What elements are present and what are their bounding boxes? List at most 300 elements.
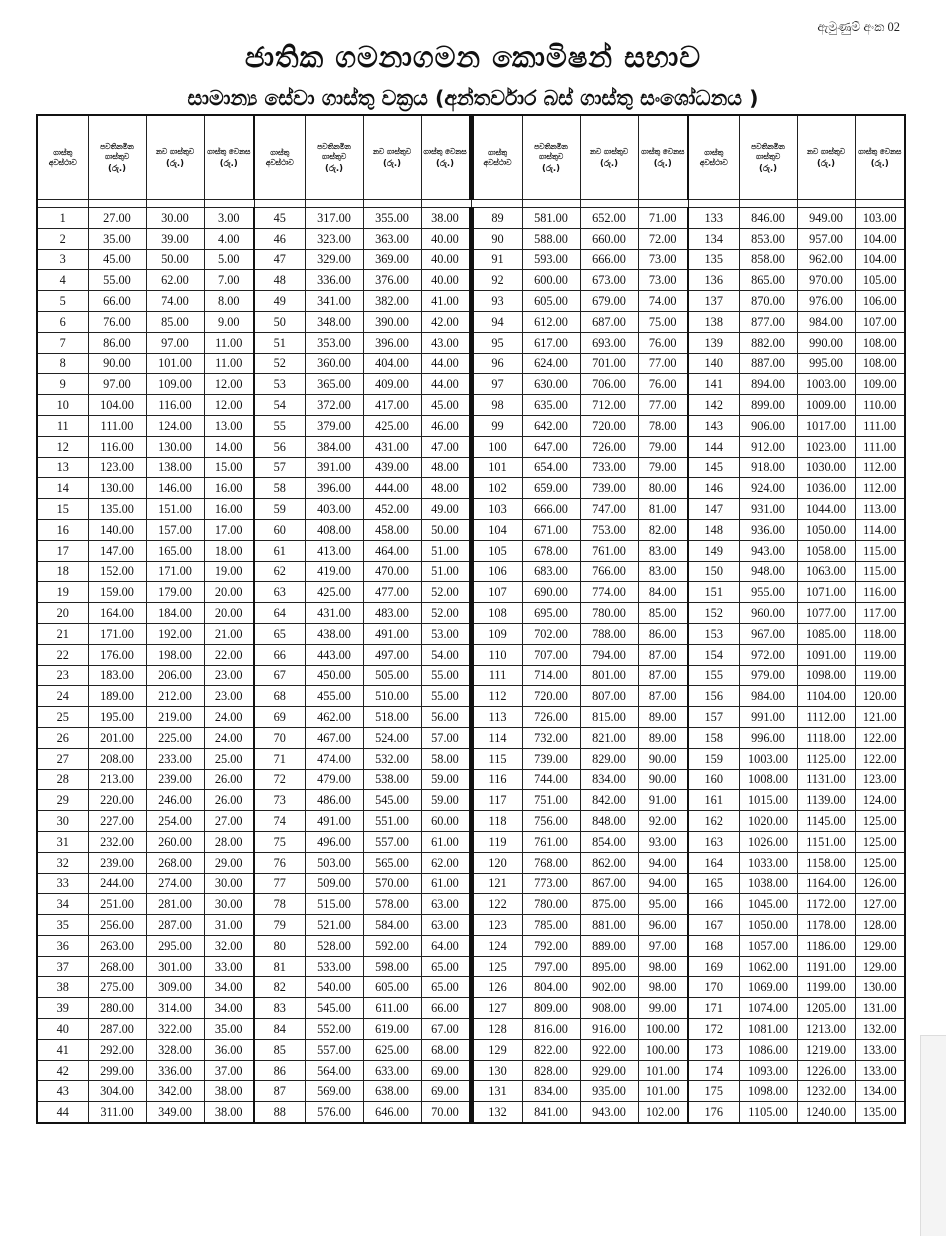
fare-difference-cell: 66.00	[421, 998, 471, 1019]
stage-cell: 131	[471, 1081, 522, 1102]
existing-fare-cell: 877.00	[739, 311, 797, 332]
stage-cell: 66	[254, 644, 305, 665]
spacer-cell	[305, 200, 363, 208]
new-fare-cell: 138.00	[146, 457, 204, 478]
existing-fare-cell: 256.00	[88, 915, 146, 936]
table-row	[37, 436, 905, 457]
spacer-cell	[421, 200, 471, 208]
new-fare-cell: 1226.00	[797, 1060, 855, 1081]
new-fare-cell: 592.00	[363, 935, 421, 956]
existing-fare-cell: 45.00	[88, 249, 146, 270]
existing-fare-cell: 509.00	[305, 873, 363, 894]
stage-cell: 57	[254, 457, 305, 478]
fare-difference-cell: 63.00	[421, 915, 471, 936]
new-fare-cell: 268.00	[146, 852, 204, 873]
new-fare-cell: 1186.00	[797, 935, 855, 956]
new-fare-cell: 246.00	[146, 790, 204, 811]
fare-difference-cell: 23.00	[204, 665, 254, 686]
fare-difference-cell: 115.00	[855, 561, 905, 582]
new-fare-cell: 712.00	[580, 395, 638, 416]
new-fare-cell: 673.00	[580, 270, 638, 291]
new-fare-cell: 396.00	[363, 332, 421, 353]
existing-fare-cell: 1057.00	[739, 935, 797, 956]
new-fare-cell: 753.00	[580, 519, 638, 540]
stage-cell: 26	[37, 727, 88, 748]
existing-fare-cell: 683.00	[522, 561, 580, 582]
new-fare-cell: 1098.00	[797, 665, 855, 686]
existing-fare-cell: 227.00	[88, 811, 146, 832]
existing-fare-cell: 557.00	[305, 1039, 363, 1060]
stage-cell: 87	[254, 1081, 305, 1102]
fare-difference-cell: 129.00	[855, 935, 905, 956]
new-fare-cell: 829.00	[580, 748, 638, 769]
new-fare-cell: 192.00	[146, 623, 204, 644]
fare-difference-cell: 20.00	[204, 582, 254, 603]
fare-difference-cell: 97.00	[638, 935, 688, 956]
fare-difference-cell: 83.00	[638, 561, 688, 582]
existing-fare-cell: 97.00	[88, 374, 146, 395]
table-row	[37, 686, 905, 707]
fare-difference-cell: 38.00	[421, 208, 471, 229]
stage-cell: 113	[471, 707, 522, 728]
new-fare-cell: 464.00	[363, 540, 421, 561]
new-fare-cell: 889.00	[580, 935, 638, 956]
header-label: ගාස්තු වෙනස	[207, 146, 251, 156]
stage-cell: 176	[688, 1102, 739, 1123]
fare-difference-cell: 69.00	[421, 1060, 471, 1081]
fare-difference-cell: 93.00	[638, 831, 688, 852]
new-fare-cell: 660.00	[580, 228, 638, 249]
existing-fare-cell: 348.00	[305, 311, 363, 332]
stage-cell: 15	[37, 499, 88, 520]
existing-fare-cell: 834.00	[522, 1081, 580, 1102]
stage-cell: 69	[254, 707, 305, 728]
stage-cell: 126	[471, 977, 522, 998]
stage-cell: 28	[37, 769, 88, 790]
stage-cell: 24	[37, 686, 88, 707]
spacer-cell	[88, 200, 146, 208]
existing-fare-cell: 76.00	[88, 311, 146, 332]
stage-cell: 84	[254, 1019, 305, 1040]
fare-difference-cell: 42.00	[421, 311, 471, 332]
new-fare-cell: 551.00	[363, 811, 421, 832]
existing-fare-cell: 630.00	[522, 374, 580, 395]
fare-difference-cell: 100.00	[638, 1019, 688, 1040]
new-fare-cell: 922.00	[580, 1039, 638, 1060]
fare-difference-cell: 100.00	[638, 1039, 688, 1060]
fare-difference-cell: 60.00	[421, 811, 471, 832]
stage-cell: 1	[37, 208, 88, 229]
new-fare-cell: 565.00	[363, 852, 421, 873]
stage-cell: 11	[37, 415, 88, 436]
new-fare-cell: 788.00	[580, 623, 638, 644]
table-row	[37, 603, 905, 624]
new-fare-cell: 497.00	[363, 644, 421, 665]
stage-cell: 90	[471, 228, 522, 249]
fare-difference-cell: 74.00	[638, 291, 688, 312]
table-row	[37, 1039, 905, 1060]
stage-cell: 72	[254, 769, 305, 790]
new-fare-header	[580, 115, 638, 200]
stage-cell: 36	[37, 935, 88, 956]
existing-fare-cell: 35.00	[88, 228, 146, 249]
stage-cell: 158	[688, 727, 739, 748]
existing-fare-cell: 924.00	[739, 478, 797, 499]
new-fare-cell: 151.00	[146, 499, 204, 520]
stage-cell: 58	[254, 478, 305, 499]
new-fare-cell: 165.00	[146, 540, 204, 561]
existing-fare-cell: 135.00	[88, 499, 146, 520]
fare-difference-cell: 122.00	[855, 727, 905, 748]
fare-difference-cell: 123.00	[855, 769, 905, 790]
stage-cell: 77	[254, 873, 305, 894]
stage-cell: 22	[37, 644, 88, 665]
fare-difference-cell: 24.00	[204, 727, 254, 748]
existing-fare-cell: 239.00	[88, 852, 146, 873]
stage-cell: 73	[254, 790, 305, 811]
stage-header	[471, 115, 522, 200]
existing-fare-cell: 943.00	[739, 540, 797, 561]
stage-cell: 106	[471, 561, 522, 582]
stage-cell: 117	[471, 790, 522, 811]
new-fare-cell: 794.00	[580, 644, 638, 665]
fare-difference-cell: 59.00	[421, 769, 471, 790]
existing-fare-cell: 287.00	[88, 1019, 146, 1040]
existing-fare-cell: 1020.00	[739, 811, 797, 832]
fare-difference-cell: 87.00	[638, 665, 688, 686]
stage-cell: 100	[471, 436, 522, 457]
stage-cell: 50	[254, 311, 305, 332]
stage-cell: 12	[37, 436, 88, 457]
stage-cell: 14	[37, 478, 88, 499]
header-unit: (රු.)	[324, 163, 344, 174]
stage-cell: 140	[688, 353, 739, 374]
new-fare-cell: 382.00	[363, 291, 421, 312]
spacer-cell	[522, 200, 580, 208]
new-fare-cell: 976.00	[797, 291, 855, 312]
new-fare-cell: 1077.00	[797, 603, 855, 624]
stage-cell: 81	[254, 956, 305, 977]
stage-cell: 23	[37, 665, 88, 686]
stage-cell: 89	[471, 208, 522, 229]
existing-fare-cell: 419.00	[305, 561, 363, 582]
existing-fare-cell: 797.00	[522, 956, 580, 977]
new-fare-cell: 376.00	[363, 270, 421, 291]
table-row	[37, 894, 905, 915]
stage-cell: 18	[37, 561, 88, 582]
fare-difference-cell: 81.00	[638, 499, 688, 520]
new-fare-cell: 875.00	[580, 894, 638, 915]
page-title: ජාතික ගමනාගමන කොමිෂන් සභාව	[244, 40, 702, 74]
existing-fare-cell: 336.00	[305, 270, 363, 291]
table-row	[37, 977, 905, 998]
existing-fare-cell: 438.00	[305, 623, 363, 644]
new-fare-cell: 848.00	[580, 811, 638, 832]
header-label: ගාස්තු වෙනස	[858, 146, 902, 156]
new-fare-cell: 570.00	[363, 873, 421, 894]
table-row	[37, 208, 905, 229]
new-fare-cell: 1112.00	[797, 707, 855, 728]
stage-cell: 144	[688, 436, 739, 457]
new-fare-cell: 30.00	[146, 208, 204, 229]
new-fare-cell: 85.00	[146, 311, 204, 332]
existing-fare-cell: 251.00	[88, 894, 146, 915]
annex-number-label: ඇමුණුම් අංක 02	[817, 20, 900, 34]
existing-fare-cell: 918.00	[739, 457, 797, 478]
existing-fare-cell: 967.00	[739, 623, 797, 644]
existing-fare-cell: 1074.00	[739, 998, 797, 1019]
fare-difference-cell: 13.00	[204, 415, 254, 436]
stage-cell: 115	[471, 748, 522, 769]
spacer-cell	[146, 200, 204, 208]
fare-difference-cell: 48.00	[421, 478, 471, 499]
stage-cell: 49	[254, 291, 305, 312]
stage-cell: 174	[688, 1060, 739, 1081]
existing-fare-cell: 299.00	[88, 1060, 146, 1081]
header-unit: (රු.)	[653, 158, 672, 169]
stage-cell: 41	[37, 1039, 88, 1060]
existing-fare-cell: 1086.00	[739, 1039, 797, 1060]
existing-fare-header	[522, 115, 580, 200]
existing-fare-cell: 948.00	[739, 561, 797, 582]
table-row	[37, 623, 905, 644]
fare-difference-cell: 104.00	[855, 249, 905, 270]
stage-cell: 60	[254, 519, 305, 540]
existing-fare-cell: 1105.00	[739, 1102, 797, 1123]
stage-cell: 33	[37, 873, 88, 894]
new-fare-cell: 1030.00	[797, 457, 855, 478]
existing-fare-cell: 545.00	[305, 998, 363, 1019]
new-fare-cell: 1058.00	[797, 540, 855, 561]
new-fare-cell: 458.00	[363, 519, 421, 540]
new-fare-cell: 902.00	[580, 977, 638, 998]
new-fare-cell: 314.00	[146, 998, 204, 1019]
stage-cell: 55	[254, 415, 305, 436]
table-row	[37, 1019, 905, 1040]
header-label: පවතිනමින ගාස්තුව	[317, 141, 351, 161]
fare-difference-cell: 73.00	[638, 249, 688, 270]
existing-fare-cell: 90.00	[88, 353, 146, 374]
fare-difference-cell: 87.00	[638, 644, 688, 665]
existing-fare-cell: 972.00	[739, 644, 797, 665]
new-fare-cell: 116.00	[146, 395, 204, 416]
fare-table	[36, 114, 906, 1124]
fare-difference-cell: 54.00	[421, 644, 471, 665]
new-fare-cell: 990.00	[797, 332, 855, 353]
fare-difference-cell: 21.00	[204, 623, 254, 644]
new-fare-cell: 101.00	[146, 353, 204, 374]
existing-fare-cell: 654.00	[522, 457, 580, 478]
stage-cell: 152	[688, 603, 739, 624]
fare-difference-cell: 50.00	[421, 519, 471, 540]
header-unit: (රු.)	[107, 163, 127, 174]
fare-difference-cell: 43.00	[421, 332, 471, 353]
fare-difference-cell: 101.00	[638, 1081, 688, 1102]
stage-cell: 161	[688, 790, 739, 811]
existing-fare-cell: 403.00	[305, 499, 363, 520]
new-fare-cell: 62.00	[146, 270, 204, 291]
table-row	[37, 748, 905, 769]
fare-difference-cell: 35.00	[204, 1019, 254, 1040]
existing-fare-cell: 462.00	[305, 707, 363, 728]
fare-table-container	[36, 114, 904, 1124]
existing-fare-cell: 792.00	[522, 935, 580, 956]
stage-cell: 108	[471, 603, 522, 624]
existing-fare-cell: 678.00	[522, 540, 580, 561]
fare-difference-cell: 104.00	[855, 228, 905, 249]
fare-difference-cell: 89.00	[638, 707, 688, 728]
new-fare-cell: 491.00	[363, 623, 421, 644]
fare-difference-cell: 71.00	[638, 208, 688, 229]
existing-fare-cell: 870.00	[739, 291, 797, 312]
stage-cell: 59	[254, 499, 305, 520]
new-fare-cell: 409.00	[363, 374, 421, 395]
new-fare-cell: 510.00	[363, 686, 421, 707]
fare-difference-cell: 40.00	[421, 270, 471, 291]
fare-difference-cell: 119.00	[855, 644, 905, 665]
existing-fare-cell: 491.00	[305, 811, 363, 832]
table-header-row	[37, 115, 905, 200]
fare-difference-cell: 119.00	[855, 665, 905, 686]
header-unit: (රු.)	[219, 158, 238, 169]
fare-difference-cell: 27.00	[204, 811, 254, 832]
fare-difference-cell: 69.00	[421, 1081, 471, 1102]
fare-difference-cell: 67.00	[421, 1019, 471, 1040]
table-row	[37, 831, 905, 852]
existing-fare-cell: 576.00	[305, 1102, 363, 1123]
stage-cell: 62	[254, 561, 305, 582]
fare-difference-cell: 30.00	[204, 894, 254, 915]
new-fare-cell: 1023.00	[797, 436, 855, 457]
existing-fare-cell: 1045.00	[739, 894, 797, 915]
new-fare-header	[797, 115, 855, 200]
header-label: ගාස්තු අවස්ථාව	[699, 147, 728, 167]
existing-fare-cell: 329.00	[305, 249, 363, 270]
existing-fare-cell: 353.00	[305, 332, 363, 353]
fare-difference-cell: 22.00	[204, 644, 254, 665]
existing-fare-cell: 111.00	[88, 415, 146, 436]
existing-fare-cell: 739.00	[522, 748, 580, 769]
existing-fare-cell: 659.00	[522, 478, 580, 499]
table-row	[37, 935, 905, 956]
stage-cell: 143	[688, 415, 739, 436]
new-fare-cell: 1091.00	[797, 644, 855, 665]
fare-difference-cell: 98.00	[638, 956, 688, 977]
stage-cell: 80	[254, 935, 305, 956]
new-fare-cell: 957.00	[797, 228, 855, 249]
fare-difference-cell: 38.00	[204, 1081, 254, 1102]
stage-cell: 110	[471, 644, 522, 665]
fare-difference-cell: 53.00	[421, 623, 471, 644]
stage-cell: 85	[254, 1039, 305, 1060]
new-fare-cell: 225.00	[146, 727, 204, 748]
table-row	[37, 353, 905, 374]
fare-difference-cell: 128.00	[855, 915, 905, 936]
new-fare-cell: 439.00	[363, 457, 421, 478]
stage-cell: 10	[37, 395, 88, 416]
stage-cell: 128	[471, 1019, 522, 1040]
existing-fare-cell: 707.00	[522, 644, 580, 665]
spacer-cell	[638, 200, 688, 208]
stage-cell: 4	[37, 270, 88, 291]
new-fare-cell: 124.00	[146, 415, 204, 436]
new-fare-cell: 1219.00	[797, 1039, 855, 1060]
table-row	[37, 644, 905, 665]
new-fare-cell: 854.00	[580, 831, 638, 852]
stage-cell: 21	[37, 623, 88, 644]
fare-difference-cell: 68.00	[421, 1039, 471, 1060]
existing-fare-cell: 809.00	[522, 998, 580, 1019]
stage-cell: 162	[688, 811, 739, 832]
existing-fare-cell: 714.00	[522, 665, 580, 686]
existing-fare-cell: 642.00	[522, 415, 580, 436]
existing-fare-cell: 455.00	[305, 686, 363, 707]
new-fare-cell: 881.00	[580, 915, 638, 936]
new-fare-cell: 739.00	[580, 478, 638, 499]
fare-difference-cell: 55.00	[421, 665, 471, 686]
fare-difference-header	[638, 115, 688, 200]
spacer-cell	[580, 200, 638, 208]
fare-difference-cell: 133.00	[855, 1039, 905, 1060]
scrollbar[interactable]	[920, 1035, 946, 1236]
existing-fare-cell: 979.00	[739, 665, 797, 686]
existing-fare-cell: 773.00	[522, 873, 580, 894]
new-fare-cell: 962.00	[797, 249, 855, 270]
existing-fare-cell: 936.00	[739, 519, 797, 540]
header-label: නව ගාස්තුව	[806, 146, 846, 156]
fare-difference-cell: 108.00	[855, 332, 905, 353]
new-fare-cell: 834.00	[580, 769, 638, 790]
table-row	[37, 457, 905, 478]
stage-cell: 27	[37, 748, 88, 769]
table-row	[37, 790, 905, 811]
existing-fare-cell: 86.00	[88, 332, 146, 353]
new-fare-cell: 206.00	[146, 665, 204, 686]
stage-cell: 71	[254, 748, 305, 769]
existing-fare-cell: 671.00	[522, 519, 580, 540]
stage-cell: 25	[37, 707, 88, 728]
fare-difference-cell: 33.00	[204, 956, 254, 977]
table-row	[37, 707, 905, 728]
fare-difference-cell: 24.00	[204, 707, 254, 728]
fare-difference-cell: 61.00	[421, 873, 471, 894]
stage-cell: 9	[37, 374, 88, 395]
existing-fare-cell: 521.00	[305, 915, 363, 936]
existing-fare-cell: 486.00	[305, 790, 363, 811]
existing-fare-cell: 744.00	[522, 769, 580, 790]
header-label: නව ගාස්තුව	[155, 146, 195, 156]
fare-difference-cell: 31.00	[204, 915, 254, 936]
fare-difference-cell: 63.00	[421, 894, 471, 915]
new-fare-cell: 726.00	[580, 436, 638, 457]
stage-cell: 173	[688, 1039, 739, 1060]
fare-difference-cell: 41.00	[421, 291, 471, 312]
new-fare-cell: 171.00	[146, 561, 204, 582]
fare-difference-cell: 116.00	[855, 582, 905, 603]
stage-cell: 172	[688, 1019, 739, 1040]
fare-difference-cell: 105.00	[855, 270, 905, 291]
fare-difference-cell: 103.00	[855, 208, 905, 229]
existing-fare-cell: 503.00	[305, 852, 363, 873]
fare-difference-cell: 125.00	[855, 852, 905, 873]
existing-fare-cell: 756.00	[522, 811, 580, 832]
existing-fare-cell: 391.00	[305, 457, 363, 478]
stage-cell: 171	[688, 998, 739, 1019]
stage-cell: 153	[688, 623, 739, 644]
fare-difference-cell: 118.00	[855, 623, 905, 644]
existing-fare-cell: 116.00	[88, 436, 146, 457]
existing-fare-cell: 1033.00	[739, 852, 797, 873]
